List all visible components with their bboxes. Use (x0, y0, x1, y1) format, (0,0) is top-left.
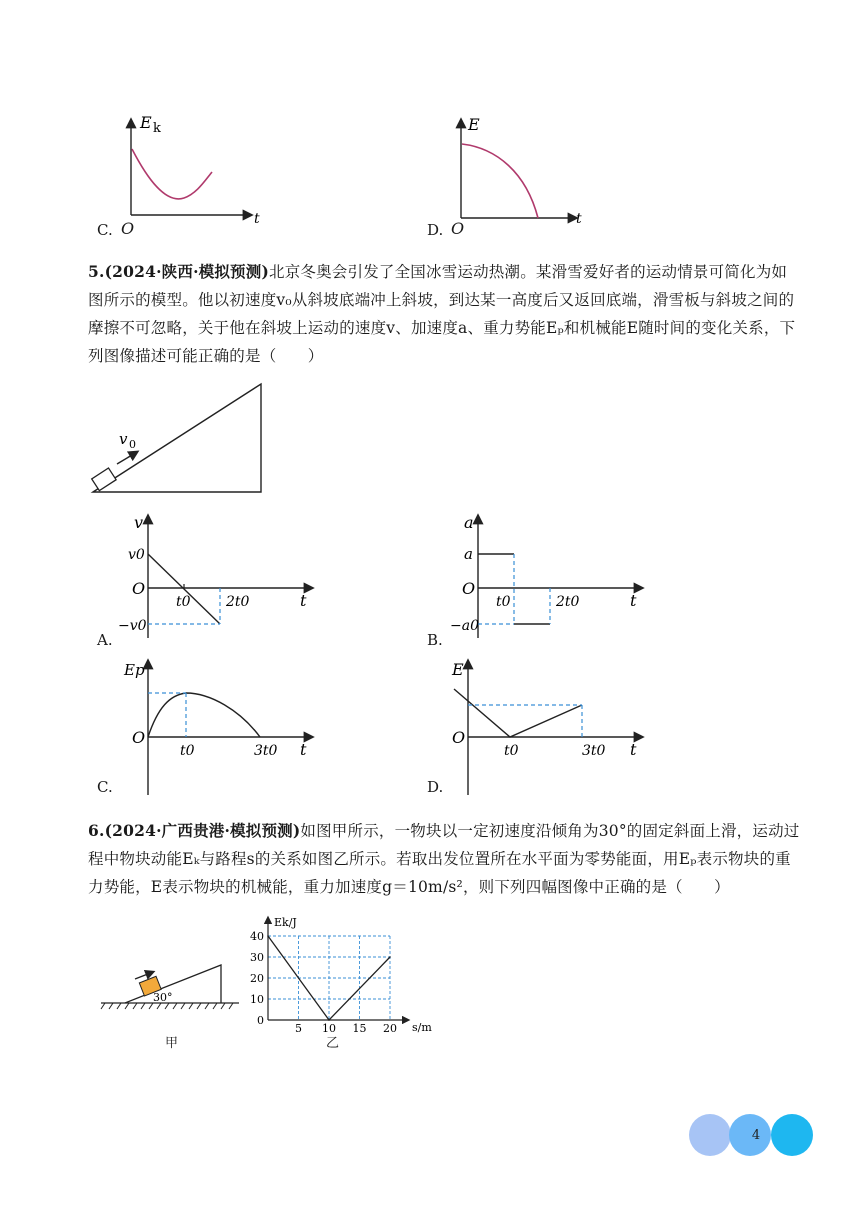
question-6-number: 6. (88, 821, 105, 840)
question-5-text (88, 258, 800, 370)
ek-data-point (328, 1019, 330, 1021)
q6-incline-figure (95, 955, 245, 1015)
svg-text:0: 0 (129, 438, 136, 451)
graph-d5-origin: O (452, 728, 466, 747)
graph-b-x-axis: t (630, 591, 637, 610)
graph-a-t0: t0 (176, 594, 191, 610)
q5-option-d: D. (427, 778, 444, 796)
graph-d5-t0: t0 (504, 743, 519, 759)
q4-graph-c-origin: O (121, 219, 135, 238)
graph-a-x-axis: t (300, 591, 307, 610)
q5-graph-d (430, 655, 660, 795)
incline-angle: 30° (153, 991, 173, 1004)
graph-b-neg-a0: −a0 (450, 618, 479, 634)
x-tick-label: 5 (295, 1022, 302, 1034)
graph-c5-3t0: 3t0 (254, 743, 278, 759)
q5-slope-figure (85, 380, 275, 500)
graph-b-origin: O (462, 579, 476, 598)
x-tick-label: 20 (383, 1022, 397, 1034)
graph-a-neg-v0: −v0 (118, 618, 147, 634)
graph-b-y-axis: a (464, 513, 474, 532)
fig-a-caption: 甲 (165, 1036, 179, 1051)
graph-c5-y-axis: Ep (124, 661, 145, 679)
question-6-body: 如图甲所示，一物块以一定初速度沿倾角为30°的固定斜面上滑，运动过程中物块动能Eₖ与路程s的关系如图乙所示。若取出发位置所在水平面为零势能面，用Eₚ表示物块的重力势能，E表示物块的机械能，重力加速度g＝10m/s²，则下列四幅图像中正确的是（ ） (88, 822, 800, 896)
y-tick-label: 0 (257, 1014, 264, 1027)
q5-graph-b (430, 510, 660, 640)
q4-option-d: D. (427, 221, 444, 239)
graph-c5-t0: t0 (180, 743, 195, 759)
graph-a-y-axis: v (134, 513, 144, 532)
question-5-number: 5. (88, 262, 105, 281)
q4-graph-d-origin: O (451, 219, 465, 238)
q6-ek-chart (248, 912, 448, 1034)
chart-y-label: Ek/J (274, 916, 297, 929)
graph-d5-3t0: 3t0 (582, 743, 606, 759)
graph-c-x-label: t (254, 211, 260, 227)
fig-b-caption: 乙 (326, 1036, 340, 1051)
graph-b-t0: t0 (496, 594, 511, 610)
graph-a-origin: O (132, 579, 146, 598)
graph-a-v0: v0 (128, 547, 145, 563)
graph-b-2t0: 2t0 (556, 594, 580, 610)
slope-velocity-label: v (119, 430, 128, 448)
graph-d5-x-axis: t (630, 740, 637, 759)
chart-grid (268, 936, 390, 1020)
q5-graph-c (100, 655, 330, 795)
page-number: 4 (751, 1128, 761, 1143)
graph-d5-y-axis: E (452, 660, 464, 679)
x-tick-label: 10 (322, 1022, 336, 1034)
ek-data-point (389, 956, 391, 958)
y-tick-label: 30 (250, 951, 264, 964)
graph-a-2t0: 2t0 (226, 594, 250, 610)
ek-data-point (267, 935, 269, 937)
graph-c-y-label: E (140, 113, 152, 132)
q4-option-c: C. (97, 221, 113, 239)
y-tick-label: 10 (250, 993, 264, 1006)
question-5-source: (2024·陕西·模拟预测) (104, 262, 269, 281)
graph-d-x-label: t (576, 211, 582, 227)
graph-c-y-sub: k (153, 121, 161, 136)
question-5-body: 北京冬奥会引发了全国冰雪运动热潮。某滑雪爱好者的运动情景可简化为如图所示的模型。他以初速度v₀从斜坡底端冲上斜坡，到达某一高度后又返回底端，滑雪板与斜坡之间的摩擦不可忽略，关于他在斜坡上运动的速度v、加速度a、重力势能Eₚ和机械能E随时间的变化关系，下列图像描述可能正确的是（ ） (88, 263, 796, 365)
x-tick-label: 15 (352, 1022, 367, 1034)
question-6-text (88, 817, 800, 901)
q5-option-a: A. (97, 631, 113, 649)
q5-option-b: B. (427, 631, 443, 649)
q5-graph-a (100, 510, 330, 640)
graph-c5-origin: O (132, 728, 146, 747)
y-tick-label: 20 (250, 972, 264, 985)
chart-x-label: s/m (412, 1021, 432, 1034)
y-tick-label: 40 (250, 930, 264, 943)
question-6-source: (2024·广西贵港·模拟预测) (104, 821, 301, 840)
graph-b-a: a (464, 545, 473, 563)
graph-d-y-label: E (468, 115, 480, 134)
graph-c5-x-axis: t (300, 740, 307, 759)
q5-option-c: C. (97, 778, 113, 796)
